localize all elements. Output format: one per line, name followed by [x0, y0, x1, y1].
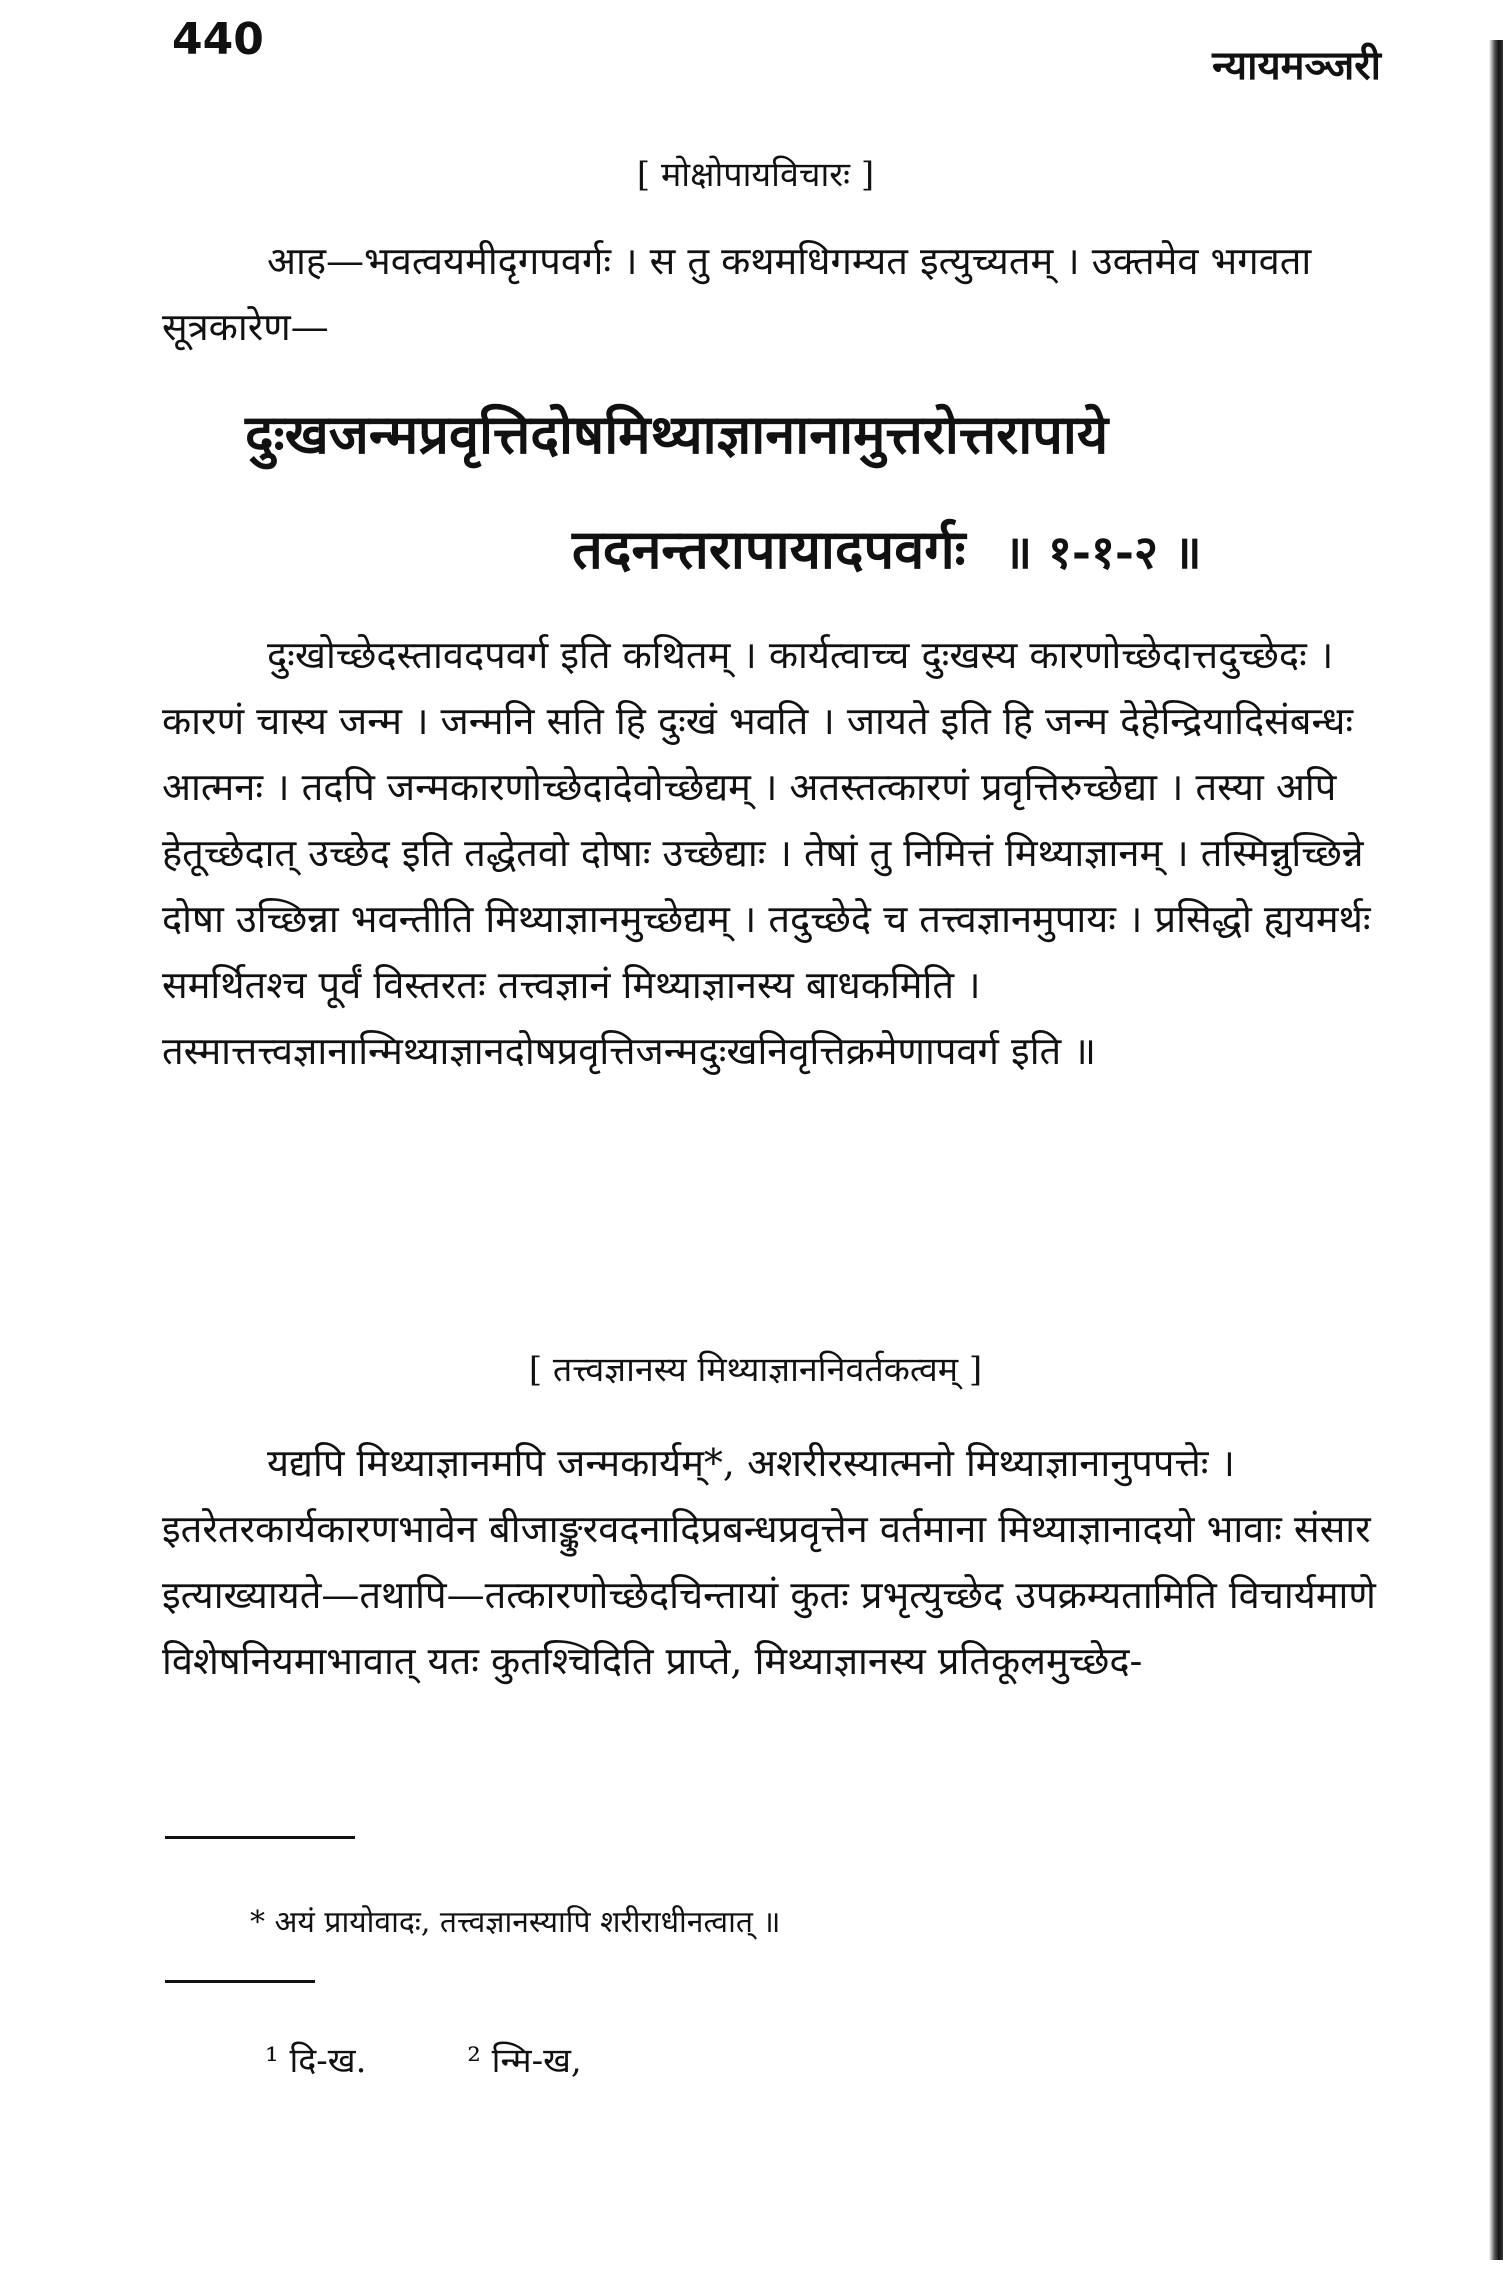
sutra-number: ॥ १-१-२ ॥ [1004, 525, 1202, 579]
footnote-variants [265, 2036, 672, 2082]
page-number: 440 [172, 14, 264, 65]
commentary-paragraph: दुःखोच्छेदस्तावदपवर्ग इति कथितम् । कार्यत्वाच्च दुःखस्य कारणोच्छेदात्तदुच्छेदः । कारणं चास्य जन्म । जन्मनि सति हि दुःखं भवति । जायते इति हि जन्म देहेन्द्रियादिसंबन्धः आत्मनः । तदपि जन्मकारणोच्छेदादेवोच्छेद्यम् । अतस्तत्कारणं प्रवृत्तिरुच्छेद्या । तस्या अपि हेतूच्छेदात् उच्छेद इति तद्धेतवो दोषाः उच्छेद्याः । तेषां तु निमित्तं मिथ्याज्ञानम् । तस्मिन्नुच्छिन्ने दोषा उच्छिन्ना भवन्तीति मिथ्याज्ञानमुच्छेद्यम् । तदुच्छेदे च तत्त्वज्ञानमुपायः । प्रसिद्धो ह्ययमर्थः समर्थितश्च पूर्वं विस्तरतः तत्त्वज्ञानं मिथ्याज्ञानस्य बाधकमिति । तस्मात्तत्त्वज्ञानान्मिथ्याज्ञानदोषप्रवृत्तिजन्मदुःखनिवृत्तिक्रमेणापवर्ग इति ॥ [162, 633, 1371, 1073]
footnote-star: * अयं प्रायोवादः, तत्त्वज्ञानस्यापि शरीराधीनत्वात् ॥ [250, 1905, 781, 1940]
section-heading-moksha: [ मोक्षोपायविचारः ] [636, 155, 875, 195]
intro-paragraph: आह—भवत्वयमीदृगपवर्गः । स तु कथमधिगम्यत इत्युच्यतम् । उक्तमेव भगवता सूत्रकारेण— [162, 239, 1312, 349]
section-heading-tattvajnana: [ तत्त्वज्ञानस्य मिथ्याज्ञाननिवर्तकत्वम् ] [528, 1350, 983, 1390]
page-edge-shadow [1489, 40, 1503, 2260]
footnote-1: ¹ दि-ख. [265, 2041, 367, 2081]
sutra-line-2 [572, 510, 1201, 584]
sutra-line-1: दुःखजन्मप्रवृत्तिदोषमिथ्याज्ञानानामुत्तरोत्तरापाये [245, 402, 1109, 466]
section2-paragraph: यद्यपि मिथ्याज्ञानमपि जन्मकार्यम्*, अशरीरस्यात्मनो मिथ्याज्ञानानुपपत्तेः । इतरेतरकार्यकारणभावेन बीजाङ्कुरवदनादिप्रबन्धप्रवृत्तेन वर्तमाना मिथ्याज्ञानादयो भावाः संसार इत्याख्यायते—तथापि—तत्कारणोच्छेदचिन्तायां कुतः प्रभृत्युच्छेद उपक्रम्यतामिति विचार्यमाणे विशेषनियमाभावात् यतः कुतश्चिदिति प्राप्ते, मिथ्याज्ञानस्य प्रतिकूलमुच्छेद- [162, 1441, 1376, 1683]
footnote-rule [165, 1836, 355, 1839]
running-head: न्यायमञ्जरी [1212, 42, 1381, 89]
sutra-text: तदनन्तरापायादपवर्गः [572, 517, 966, 581]
footnote-rule-2 [165, 1980, 315, 1983]
footnote-2: ² न्मि-ख, [467, 2041, 582, 2081]
